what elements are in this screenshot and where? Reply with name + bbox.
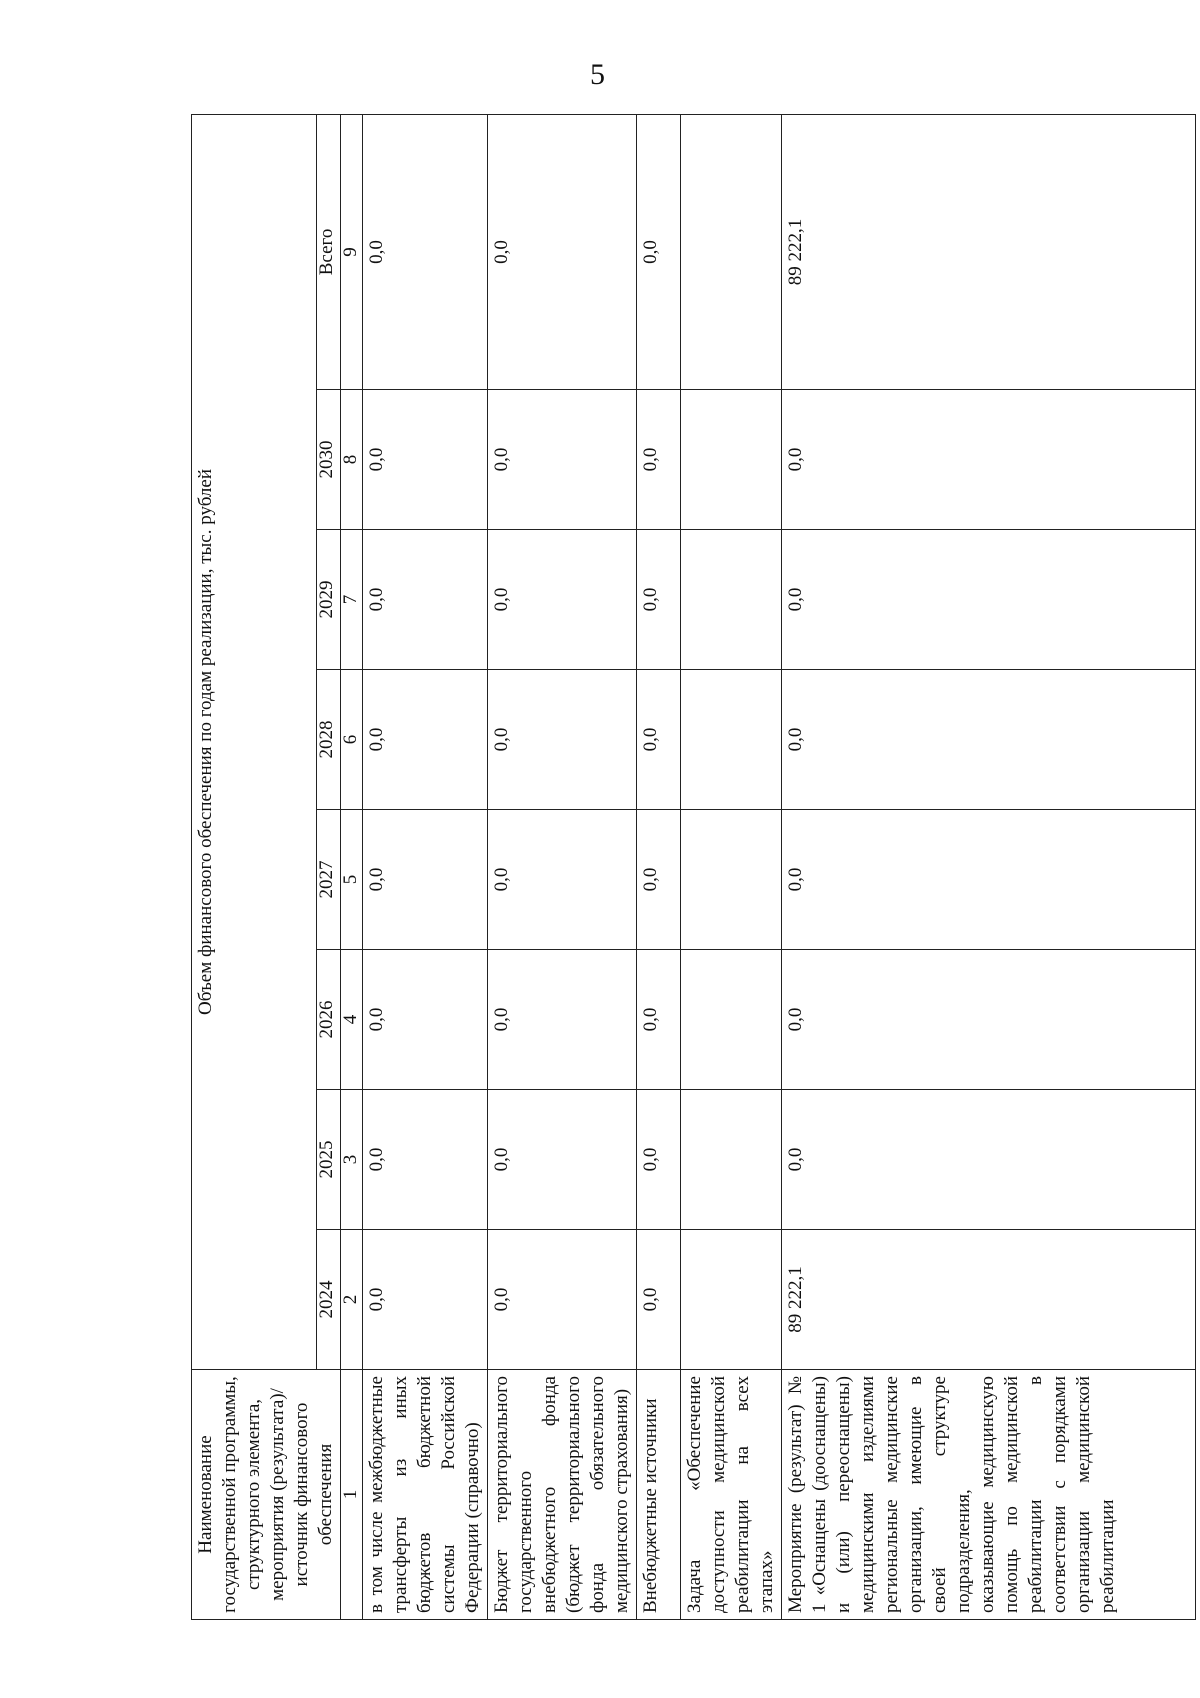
row-name: Задача «Обеспечение доступности медицинской реабилитации на всех этапах» [681, 1370, 782, 1620]
table-row [488, 114, 637, 1619]
value-cell: 89 222,1 [782, 1230, 1196, 1370]
column-number: 1 [341, 1370, 363, 1620]
value-cell: 0,0 [637, 530, 681, 670]
value-cell: 0,0 [363, 1090, 488, 1230]
value-cell: 0,0 [782, 670, 1196, 810]
column-number: 4 [341, 950, 363, 1090]
table-row [363, 114, 488, 1619]
value-cell: 0,0 [363, 670, 488, 810]
value-cell: 0,0 [488, 810, 637, 950]
page-number: 5 [590, 58, 605, 91]
column-number: 2 [341, 1230, 363, 1370]
value-cell: 0,0 [363, 1230, 488, 1370]
column-number: 6 [341, 670, 363, 810]
header-row-1 [192, 114, 317, 1619]
value-cell: 0,0 [637, 1230, 681, 1370]
value-cell: 0,0 [637, 810, 681, 950]
row-name: в том числе межбюджетные трансферты из иных бюджетов бюджетной системы Российской Федерации (справочно) [363, 1370, 488, 1620]
value-cell: 0,0 [782, 810, 1196, 950]
value-cell: 0,0 [782, 390, 1196, 530]
value-cell [681, 530, 782, 670]
name-column-header: Наименование государственной программы, структурного элемента, мероприятия (результата)/источник финансового обеспечения [192, 1370, 341, 1620]
row-name: Бюджет территориального государственного внебюджетного фонда (бюджет территориального фонда обязательного медицинского страхования) [488, 1370, 637, 1620]
value-cell: 0,0 [363, 530, 488, 670]
value-cell: 0,0 [782, 1090, 1196, 1230]
value-cell: 0,0 [488, 1090, 637, 1230]
value-cell: 0,0 [488, 530, 637, 670]
column-number: 7 [341, 530, 363, 670]
value-cell: 0,0 [637, 670, 681, 810]
value-cell: 0,0 [637, 1090, 681, 1230]
year-header: 2024 [317, 1230, 341, 1370]
value-cell [681, 670, 782, 810]
total-cell: 0,0 [363, 114, 488, 389]
value-cell [681, 950, 782, 1090]
row-name: Внебюджетные источники [637, 1370, 681, 1620]
column-number: 9 [341, 114, 363, 389]
financing-table [191, 114, 1196, 1620]
column-number: 5 [341, 810, 363, 950]
row-name: Мероприятие (результат) № 1 «Оснащены (дооснащены) и (или) переоснащены) медицинскими изделиями региональные медицинские организации, имеющие в своей структуре подразделения, оказывающие медицинскую помощь по медицинской реабилитации в соответствии с порядками организации медицинской реабилитации [782, 1370, 1196, 1620]
value-cell [681, 390, 782, 530]
year-header: 2029 [317, 530, 341, 670]
value-cell: 0,0 [488, 390, 637, 530]
year-header: 2027 [317, 810, 341, 950]
rotated-table-wrapper [191, 115, 1196, 1620]
column-number: 8 [341, 390, 363, 530]
year-header: 2026 [317, 950, 341, 1090]
table-row [637, 114, 681, 1619]
column-number-row [341, 114, 363, 1619]
value-cell: 0,0 [363, 950, 488, 1090]
value-cell: 0,0 [363, 390, 488, 530]
total-cell: 89 222,1 [782, 114, 1196, 389]
value-cell: 0,0 [782, 530, 1196, 670]
table-row [681, 114, 782, 1619]
value-cell: 0,0 [363, 810, 488, 950]
year-header: 2030 [317, 390, 341, 530]
value-cell: 0,0 [488, 670, 637, 810]
value-cell: 0,0 [637, 390, 681, 530]
volume-header: Объем финансового обеспечения по годам реализации, тыс. рублей [192, 114, 317, 1369]
value-cell: 0,0 [488, 1230, 637, 1370]
total-cell [681, 114, 782, 389]
table-row [782, 114, 1196, 1619]
value-cell [681, 1230, 782, 1370]
value-cell: 0,0 [637, 950, 681, 1090]
year-header: 2028 [317, 670, 341, 810]
value-cell [681, 810, 782, 950]
column-number: 3 [341, 1090, 363, 1230]
year-header: 2025 [317, 1090, 341, 1230]
value-cell [681, 1090, 782, 1230]
total-cell: 0,0 [637, 114, 681, 389]
value-cell: 0,0 [488, 950, 637, 1090]
value-cell: 0,0 [782, 950, 1196, 1090]
total-header: Всего [317, 114, 341, 389]
total-cell: 0,0 [488, 114, 637, 389]
